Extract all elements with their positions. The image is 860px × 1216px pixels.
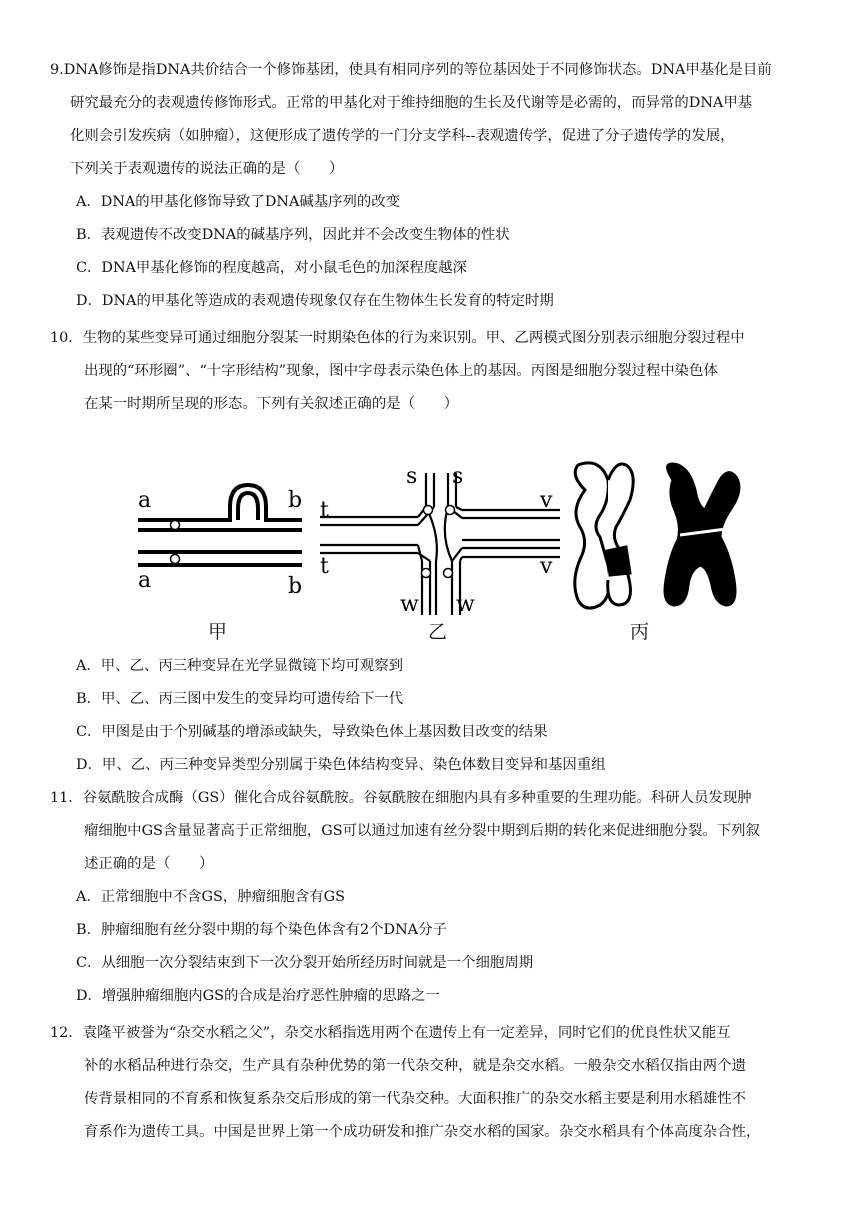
q9-option-a: A．DNA的甲基化修饰导致了DNA碱基序列的改变 (76, 194, 401, 210)
q11-option-d: D．增强肿瘤细胞内GS的合成是治疗恶性肿瘤的思路之一 (76, 988, 440, 1004)
yi-label-v-bottom: v (540, 554, 553, 579)
q9-number: 9. (50, 62, 64, 78)
q12-stem-line-1: 12．袁隆平被誉为“杂交水稻之父”，杂交水稻指选用两个在遗传上有一定差异，同时它们的优良性状又能互 (50, 1025, 731, 1041)
q10-stem-line-1: 10．生物的某些变异可通过细胞分裂某一时期染色体的行为来识别。甲、乙两模式图分别表示细胞分裂过程中 (50, 330, 745, 346)
q9-option-b: B．表观遗传不改变DNA的碱基序列，因此并不会改变生物体的性状 (76, 227, 510, 243)
yi-label-s-left: s (406, 464, 418, 489)
q11-option-a: A．正常细胞中不含GS，肿瘤细胞含有GS (76, 889, 345, 905)
q10-stem-line-2: 出现的“环形圈”、“十字形结构”现象，图中字母表示染色体上的基因。丙图是细胞分裂过程中染色体 (84, 363, 718, 379)
question-10 (50, 322, 815, 421)
q11-option-b: B．肿瘤细胞有丝分裂中期的每个染色体含有2个DNA分子 (76, 922, 447, 938)
q9-option-d: D．DNA的甲基化等造成的表观遗传现象仅存在生物体生长发育的特定时期 (76, 293, 554, 309)
q10-option-b: B．甲、乙、丙三图中发生的变异均可遗传给下一代 (76, 691, 404, 707)
q11-stem-line-3: 述正确的是（ ） (84, 856, 214, 872)
q10-option-c: C．甲图是由于个别碱基的增添或缺失，导致染色体上基因数目改变的结果 (76, 724, 548, 740)
question-10-options (50, 650, 815, 782)
yi-label-v-top: v (540, 488, 553, 513)
question-11 (50, 782, 815, 1013)
q10-stem-line-3: 在某一时期所呈现的形态。下列有关叙述正确的是（ ） (84, 396, 459, 412)
q12-number: 12． (50, 1025, 83, 1041)
panel-yi-drawing (320, 473, 560, 615)
q10-option-d: D．甲、乙、丙三种变异类型分别属于染色体结构变异、染色体数目变异和基因重组 (76, 757, 606, 773)
q10-option-a: A．甲、乙、丙三种变异在光学显微镜下均可观察到 (76, 658, 403, 674)
yi-label-s-right: s (452, 464, 464, 489)
yi-label-t-top: t (320, 498, 329, 523)
q11-stem-line-1: 11．谷氨酰胺合成酶（GS）催化合成谷氨酰胺。谷氨酰胺在细胞内具有多种重要的生理功能。科研人员发现肿 (50, 790, 752, 806)
jia-label-b-top: b (288, 488, 303, 513)
q9-stem-line-1: 9.DNA修饰是指DNA共价结合一个修饰基团，使具有相同序列的等位基因处于不同修饰状态。DNA甲基化是目前 (50, 62, 772, 78)
q11-number: 11． (50, 790, 83, 806)
panel-jia-drawing (138, 485, 302, 565)
jia-label-a-bottom: a (138, 568, 152, 593)
jia-label-a-top: a (138, 488, 152, 513)
q9-option-c: C．DNA甲基化修饰的程度越高，对小鼠毛色的加深程度越深 (76, 260, 467, 276)
chromosome-figure (130, 455, 750, 655)
caption-bing: 丙 (630, 621, 650, 643)
q9-stem-line-4: 下列关于表观遗传的说法正确的是（ ） (70, 161, 344, 177)
q12-stem-line-2: 补的水稻品种进行杂交，生产具有杂种优势的第一代杂交种，就是杂交水稻。一般杂交水稻仅指由两个遗 (84, 1058, 746, 1074)
q10-number: 10． (50, 330, 83, 346)
q12-stem-line-4: 育系作为遗传工具。中国是世界上第一个成功研发和推广杂交水稻的国家。杂交水稻具有个体高度杂合性， (84, 1124, 761, 1140)
question-9 (50, 54, 815, 318)
panel-bing-drawing (575, 463, 739, 608)
q9-stem-line-3: 化则会引发疾病（如肿瘤），这便形成了遗传学的一门分支学科--表观遗传学，促进了分子遗传学的发展， (70, 128, 735, 144)
question-12 (50, 1017, 815, 1149)
caption-jia: 甲 (208, 621, 228, 643)
yi-label-t-bottom: t (320, 554, 329, 579)
q9-stem-line-2: 研究最充分的表观遗传修饰形式。正常的甲基化对于维持细胞的生长及代谢等是必需的，而异常的DNA甲基 (70, 95, 753, 111)
yi-label-w-right: w (456, 592, 475, 617)
q12-stem-line-3: 传背景相同的不育系和恢复系杂交后形成的第一代杂交种。大面积推广的杂交水稻主要是利用水稻雄性不 (84, 1091, 746, 1107)
caption-yi: 乙 (428, 621, 448, 643)
q11-option-c: C．从细胞一次分裂结束到下一次分裂开始所经历时间就是一个细胞周期 (76, 955, 534, 971)
jia-label-b-bottom: b (288, 574, 303, 599)
yi-label-w-left: w (400, 592, 419, 617)
q11-stem-line-2: 瘤细胞中GS含量显著高于正常细胞，GS可以通过加速有丝分裂中期到后期的转化来促进细胞分裂。下列叙 (84, 823, 760, 839)
